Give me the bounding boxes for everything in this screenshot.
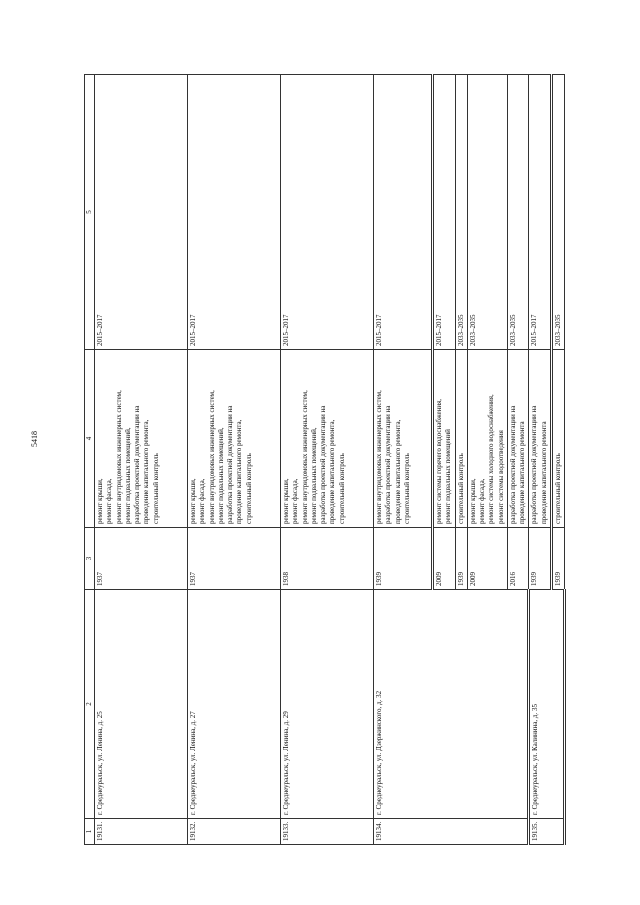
period: 2015–2017 (529, 75, 551, 350)
table-row (374, 75, 433, 845)
year: 1938 (281, 528, 374, 590)
period: 2033–2035 (507, 75, 528, 350)
year: 1939 (551, 528, 564, 590)
year: 1939 (374, 528, 433, 590)
address: г. Среднеуральск, ул. Дзержинского, д. 32 (374, 590, 529, 819)
row-number: 19134. (374, 819, 529, 845)
table-row (529, 75, 551, 845)
work-list: ремонт крыши, ремонт фасада, ремонт внутридомовых инженерных систем, ремонт подвальных помещений, разработка проектной документации на проведение капитального ремонта, строительный контроль (188, 350, 281, 528)
period: 2015–2017 (95, 75, 188, 350)
period: 2033–2035 (551, 75, 564, 350)
header-cell: 4 (85, 350, 95, 528)
period: 2015–2017 (281, 75, 374, 350)
work-list: строительный контроль (551, 350, 564, 528)
header-cell: 1 (85, 819, 95, 845)
table-row (188, 75, 281, 845)
work-list: ремонт внутридомовых инженерных систем, разработка проектной документации на проведение капитального ремонта, строительный контроль (374, 350, 433, 528)
period: 2015–2017 (433, 75, 455, 350)
year: 2009 (433, 528, 455, 590)
table-row (95, 75, 188, 845)
address: г. Среднеуральск, ул. Калинина, д. 35 (529, 590, 565, 819)
work-list: ремонт крыши, ремонт фасада, ремонт системы холодного водоснабжения, ремонт системы водоотведения (467, 350, 507, 528)
column-number-row (85, 75, 95, 845)
work-list: строительный контроль (455, 350, 467, 528)
row-number: 19132. (188, 819, 281, 845)
period: 2015–2017 (188, 75, 281, 350)
address: г. Среднеуральск, ул. Ленина, д. 25 (95, 590, 188, 819)
repair-schedule-table (84, 74, 566, 845)
work-list: ремонт крыши, ремонт фасада, ремонт внутридомовых инженерных систем, ремонт подвальных помещений, разработка проектной документации на проведение капитального ремонта, строительный контроль (281, 350, 374, 528)
row-number: 19131. (95, 819, 188, 845)
header-cell: 3 (85, 528, 95, 590)
year: 2016 (507, 528, 528, 590)
table-row (281, 75, 374, 845)
rotated-page (84, 75, 564, 845)
work-list: разработка проектной документации на проведение капитального ремонта (529, 350, 551, 528)
address: г. Среднеуральск, ул. Ленина, д. 27 (188, 590, 281, 819)
year: 1937 (188, 528, 281, 590)
year: 1937 (95, 528, 188, 590)
year: 1939 (455, 528, 467, 590)
page-number: 5418 (30, 431, 39, 447)
work-list: разработка проектной документации на проведение капитального ремонта (507, 350, 528, 528)
header-cell: 5 (85, 75, 95, 350)
period: 2033–2035 (455, 75, 467, 350)
address: г. Среднеуральск, ул. Ленина, д. 29 (281, 590, 374, 819)
period: 2015–2017 (374, 75, 433, 350)
year: 2009 (467, 528, 507, 590)
work-list: ремонт крыши, ремонт фасада, ремонт внутридомовых инженерных систем, ремонт подвальных помещений, разработка проектной документации на проведение капитального ремонта, строительный контроль (95, 350, 188, 528)
row-number: 19133. (281, 819, 374, 845)
header-cell: 2 (85, 590, 95, 819)
year: 1939 (529, 528, 551, 590)
row-number: 19135. (529, 819, 565, 845)
work-list: ремонт системы горячего водоснабжения, ремонт подвальных помещений (433, 350, 455, 528)
period: 2033–2035 (467, 75, 507, 350)
